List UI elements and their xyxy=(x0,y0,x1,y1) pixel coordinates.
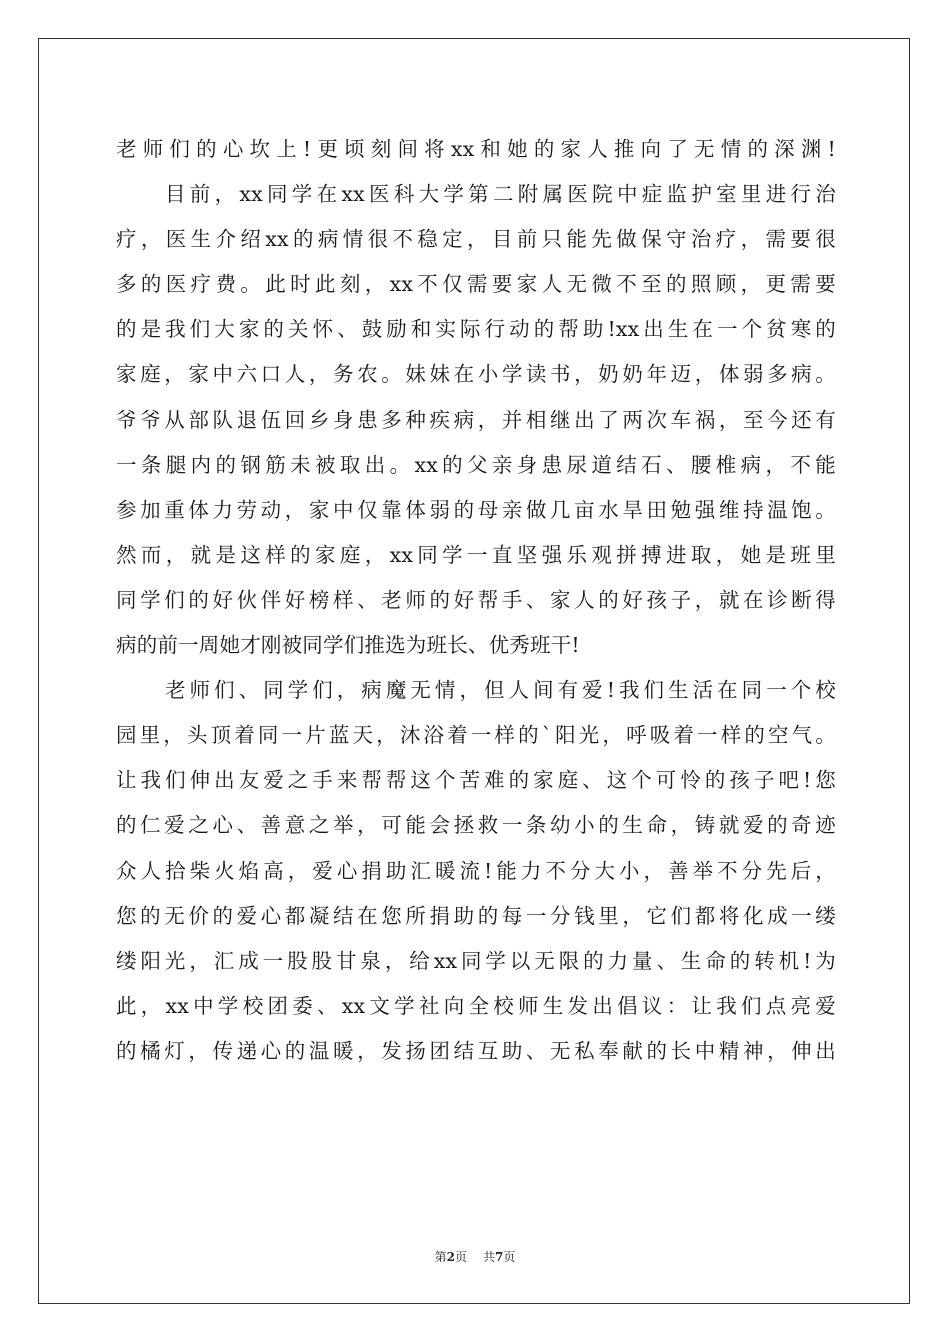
paragraph-start-line: 老师们、同学们，病魔无情，但人间有爱!我们生活在同一个校 xyxy=(165,678,836,703)
text-line: 同学们的好伙伴好榜样、老师的好帮手、家人的好孩子，就在诊断得 xyxy=(116,587,836,612)
text-line: 园里，头顶着同一片蓝天，沐浴着一样的`阳光，呼吸着一样的空气。 xyxy=(116,723,836,748)
total-pages: 7 xyxy=(495,1250,504,1264)
paragraph-end-line: 病的前一周她才刚被同学们推选为班长、优秀班干! xyxy=(116,633,580,658)
page-label-prefix: 第 xyxy=(434,1250,447,1264)
text-line: 一条腿内的钢筋未被取出。xx的父亲身患尿道结石、腰椎病，不能 xyxy=(116,452,836,477)
text-line: 您的无价的爱心都凝结在您所捐助的每一分钱里，它们都将化成一缕 xyxy=(116,903,836,928)
page-number: 2 xyxy=(446,1250,455,1264)
text-line: 老师们的心坎上!更顷刻间将xx和她的家人推向了无情的深渊! xyxy=(116,137,836,161)
document-body xyxy=(116,127,836,1074)
text-line: 的是我们大家的关怀、鼓励和实际行动的帮助!xx出生在一个贫寒的 xyxy=(116,317,836,342)
text-line: 缕阳光，汇成一股股甘泉，给xx同学以无限的力量、生命的转机!为 xyxy=(116,948,836,973)
text-line: 此，xx中学校团委、xx文学社向全校师生发出倡议：让我们点亮爱 xyxy=(116,993,836,1018)
total-label-suffix: 页 xyxy=(503,1250,516,1264)
page-footer xyxy=(0,1248,950,1265)
paragraph-start-line: 目前，xx同学在xx医科大学第二附属医院中症监护室里进行治 xyxy=(165,182,836,207)
text-line: 然而，就是这样的家庭，xx同学一直坚强乐观拼搏进取，她是班里 xyxy=(116,542,836,567)
text-line: 的橘灯，传递心的温暖，发扬团结互助、无私奉献的长中精神，伸出 xyxy=(116,1038,836,1063)
text-line: 让我们伸出友爱之手来帮帮这个苦难的家庭、这个可怜的孩子吧!您 xyxy=(116,768,836,793)
text-line: 爷爷从部队退伍回乡身患多种疾病，并相继出了两次车祸，至今还有 xyxy=(116,407,836,432)
text-line: 众人拾柴火焰高，爱心捐助汇暖流!能力不分大小，善举不分先后， xyxy=(116,858,836,883)
total-label-prefix: 共 xyxy=(483,1250,496,1264)
page-label-suffix: 页 xyxy=(454,1250,467,1264)
text-line: 家庭，家中六口人，务农。妹妹在小学读书，奶奶年迈，体弱多病。 xyxy=(116,362,836,387)
text-line: 的仁爱之心、善意之举，可能会拯救一条幼小的生命，铸就爱的奇迹 xyxy=(116,813,836,838)
text-line: 多的医疗费。此时此刻，xx不仅需要家人无微不至的照顾，更需要 xyxy=(116,272,836,297)
text-line: 参加重体力劳动，家中仅靠体弱的母亲做几亩水旱田勉强维持温饱。 xyxy=(116,497,836,522)
text-line: 疗，医生介绍xx的病情很不稳定，目前只能先做保守治疗，需要很 xyxy=(116,227,836,252)
